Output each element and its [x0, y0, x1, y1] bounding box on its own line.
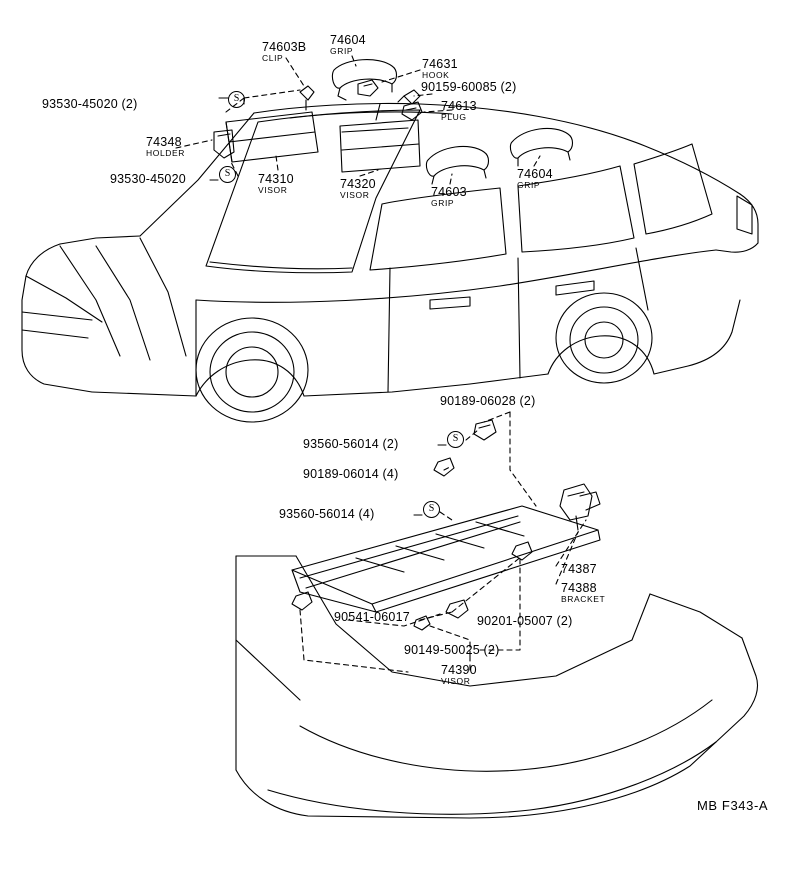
s-marker-3: S: [447, 431, 464, 448]
part-74390-visor-panel: [292, 506, 600, 612]
label-93530-45020: 93530-45020: [110, 172, 186, 186]
part-90541-06017-clip: [292, 592, 312, 610]
label-74631-hook: 74631 HOOK: [422, 57, 458, 81]
label-74603b-clip: 74603B CLIP: [262, 40, 307, 64]
leader-lines-upper: [176, 56, 540, 184]
label-93530-45020-2: 93530-45020 (2): [42, 97, 138, 111]
label-74604-grip: 74604 GRIP: [330, 33, 366, 57]
part-74348-holder: [214, 130, 234, 158]
label-90201-05007-2: 90201-05007 (2): [477, 614, 573, 628]
car-body-outline: [22, 103, 758, 422]
part-74604-grip-upper: [332, 60, 396, 100]
label-74603-grip: 74603 GRIP: [431, 185, 467, 209]
label-90541-06017: 90541-06017: [334, 610, 410, 624]
part-74387-74388-bracket: [560, 484, 600, 530]
part-74604-grip-right: [510, 128, 572, 166]
part-90189-06014-nut: [434, 458, 454, 476]
label-90159-60085-2: 90159-60085 (2): [421, 80, 517, 94]
part-74320-visor: [340, 104, 420, 172]
label-74390-visor: 74390 VISOR: [441, 663, 477, 687]
label-74387: 74387: [561, 562, 597, 576]
s-marker-2: S: [219, 166, 236, 183]
label-90149-50025-2: 90149-50025 (2): [404, 643, 500, 657]
part-74631-hook: [358, 80, 378, 96]
label-74348-holder: 74348 HOLDER: [146, 135, 186, 159]
s-marker-1: S: [228, 91, 245, 108]
figure-code: MB F343-A: [697, 798, 769, 813]
label-74388-bracket: 74388 BRACKET: [561, 581, 606, 605]
label-74613-plug: 74613 PLUG: [441, 99, 477, 123]
part-90189-06028-clip: [474, 420, 496, 440]
label-90189-06014-4: 90189-06014 (4): [303, 467, 399, 481]
label-90189-06028-2: 90189-06028 (2): [440, 394, 536, 408]
label-74604-grip-right: 74604 GRIP: [517, 167, 553, 191]
part-74603-grip: [426, 146, 488, 184]
label-93560-56014-4: 93560-56014 (4): [279, 507, 375, 521]
s-marker-4: S: [423, 501, 440, 518]
label-93560-56014-2: 93560-56014 (2): [303, 437, 399, 451]
label-74320-visor: 74320 VISOR: [340, 177, 376, 201]
label-74310-visor: 74310 VISOR: [258, 172, 294, 196]
